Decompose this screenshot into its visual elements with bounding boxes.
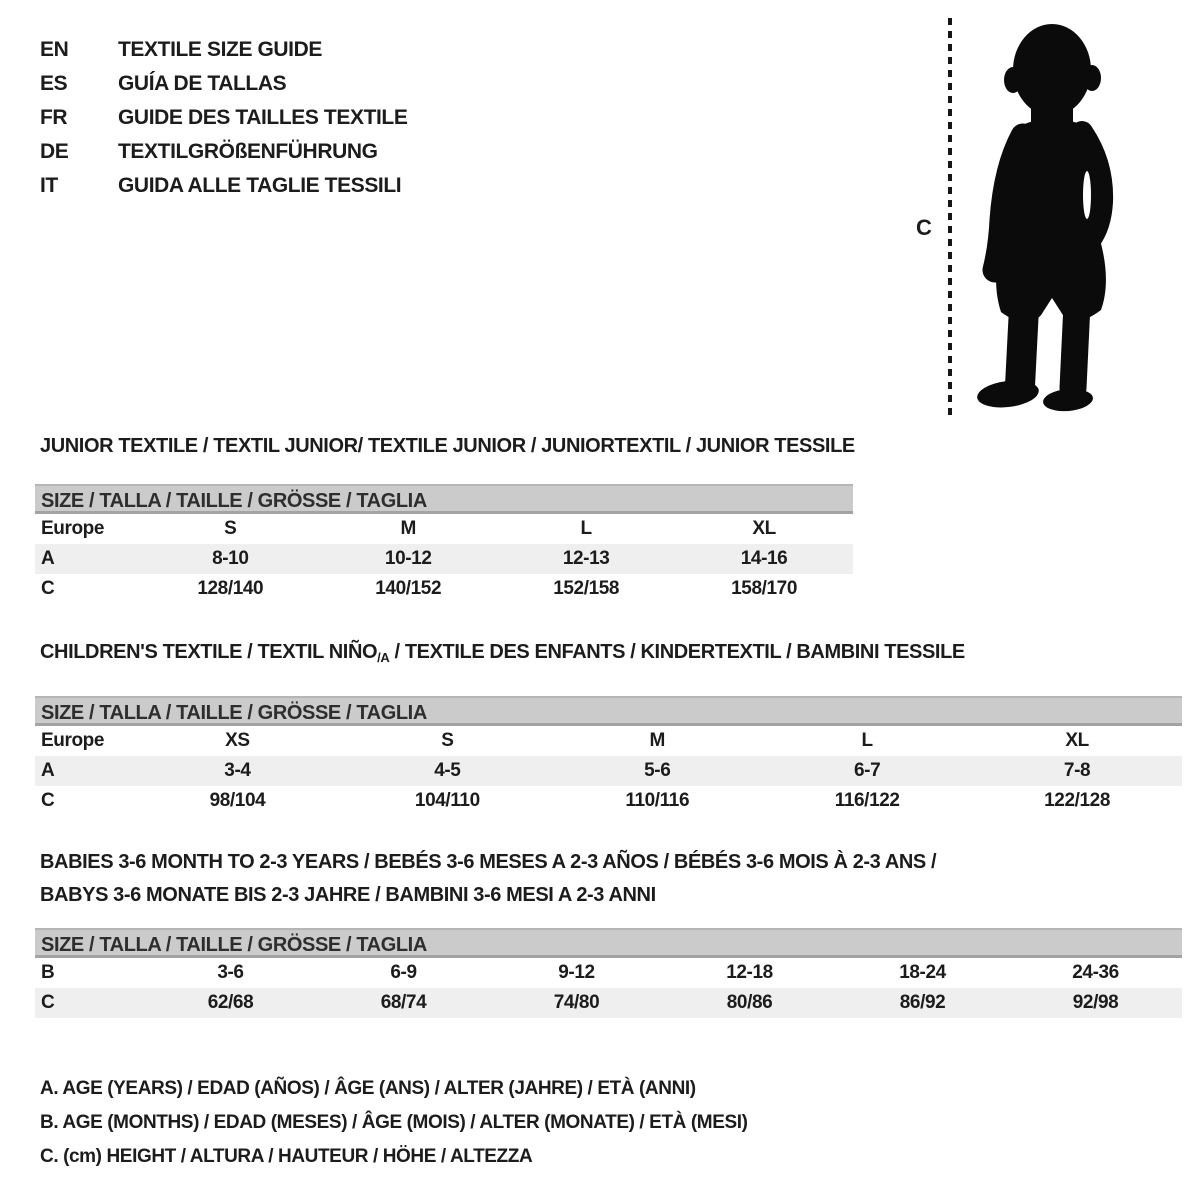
legend-line-a: A. AGE (YEARS) / EDAD (AÑOS) / ÂGE (ANS) / ALTER (JAHRE) / ETÀ (ANNI) xyxy=(40,1078,696,1099)
table-cell: L xyxy=(861,730,873,751)
table-cell: 128/140 xyxy=(197,578,264,599)
table-cell: 4-5 xyxy=(434,760,461,781)
table-row xyxy=(35,756,1182,786)
row-label: C xyxy=(41,790,55,811)
table-cell: 110/116 xyxy=(625,790,690,811)
lang-label: GUIDE DES TAILLES TEXTILE xyxy=(118,106,408,129)
table-cell: 10-12 xyxy=(384,548,432,569)
dashed-height-line xyxy=(948,18,952,418)
section-babies-textile xyxy=(35,846,1182,1018)
table-row xyxy=(35,544,853,574)
toddler-silhouette-icon xyxy=(963,20,1135,418)
legend-line-c: C. (cm) HEIGHT / ALTURA / HAUTEUR / HÖHE / ALTEZZA xyxy=(40,1146,533,1167)
table-cell: 86/92 xyxy=(899,992,946,1013)
lang-code: EN xyxy=(40,38,69,61)
section-title: JUNIOR TEXTILE / TEXTIL JUNIOR/ TEXTILE JUNIOR / JUNIORTEXTIL / JUNIOR TESSILE xyxy=(40,435,855,457)
table-cell: 14-16 xyxy=(740,548,788,569)
table-cell: 6-9 xyxy=(390,962,417,983)
table-row xyxy=(35,958,1182,988)
lang-label: TEXTILGRÖßENFÜHRUNG xyxy=(118,140,378,163)
table-cell: 158/170 xyxy=(731,578,797,599)
lang-label: TEXTILE SIZE GUIDE xyxy=(118,38,322,61)
row-label: C xyxy=(41,992,55,1013)
table-cell: XS xyxy=(225,730,250,751)
section-junior-textile xyxy=(35,434,853,604)
table-row xyxy=(35,514,853,544)
table-cell: 98/104 xyxy=(209,790,266,811)
table-cell: 104/110 xyxy=(414,790,480,811)
language-row-it xyxy=(40,169,407,203)
lang-label: GUÍA DE TALLAS xyxy=(118,72,287,95)
table-cell: 74/80 xyxy=(553,992,600,1013)
table-cell: 5-6 xyxy=(644,760,671,781)
height-marker-label: C xyxy=(916,215,932,240)
table-row xyxy=(35,786,1182,816)
size-header-bar: SIZE / TALLA / TAILLE / GRÖSSE / TAGLIA xyxy=(35,484,853,514)
lang-code: FR xyxy=(40,106,68,129)
table-cell: 12-18 xyxy=(726,962,773,983)
language-list xyxy=(40,33,407,203)
table-cell: 12-13 xyxy=(562,548,610,569)
table-cell: S xyxy=(224,518,237,539)
row-label: A xyxy=(41,760,55,781)
section-title-line2: BABYS 3-6 MONATE BIS 2-3 JAHRE / BAMBINI 3-6 MESI A 2-3 ANNI xyxy=(40,884,656,906)
lang-label: GUIDA ALLE TAGLIE TESSILI xyxy=(118,174,402,197)
table-cell: M xyxy=(400,518,416,539)
row-label: B xyxy=(41,962,55,983)
table-cell: 140/152 xyxy=(375,578,442,599)
table-row xyxy=(35,726,1182,756)
table-cell: 6-7 xyxy=(854,760,881,781)
table-cell: 122/128 xyxy=(1044,790,1110,811)
language-row-fr xyxy=(40,101,407,135)
size-header-bar: SIZE / TALLA / TAILLE / GRÖSSE / TAGLIA xyxy=(35,928,1182,958)
row-label: C xyxy=(41,578,55,599)
lang-code: ES xyxy=(40,72,68,95)
language-row-es xyxy=(40,67,407,101)
language-row-de xyxy=(40,135,407,169)
lang-code: IT xyxy=(40,174,58,197)
table-cell: XL xyxy=(752,518,776,539)
table-cell: L xyxy=(580,518,592,539)
table-cell: 92/98 xyxy=(1072,992,1119,1013)
table-cell: 24-36 xyxy=(1072,962,1119,983)
table-cell: 9-12 xyxy=(558,962,595,983)
row-label: A xyxy=(41,548,55,569)
section-title-sub: /A xyxy=(377,650,390,665)
table-cell: S xyxy=(441,730,454,751)
lang-code: DE xyxy=(40,140,69,163)
section-title xyxy=(35,640,1182,670)
language-row-en xyxy=(40,33,407,67)
legend-line-b: B. AGE (MONTHS) / EDAD (MESES) / ÂGE (MOIS) / ALTER (MONATE) / ETÀ (MESI) xyxy=(40,1112,748,1133)
table-cell: 68/74 xyxy=(380,992,427,1013)
section-title-line1: BABIES 3-6 MONTH TO 2-3 YEARS / BEBÉS 3-6 MESES A 2-3 AÑOS / BÉBÉS 3-6 MOIS À 2-3 ANS / xyxy=(40,851,937,873)
size-header-bar: SIZE / TALLA / TAILLE / GRÖSSE / TAGLIA xyxy=(35,696,1182,726)
table-cell: 80/86 xyxy=(726,992,773,1013)
row-label: Europe xyxy=(41,730,105,751)
table-cell: 62/68 xyxy=(207,992,254,1013)
legend xyxy=(40,1072,748,1174)
table-row xyxy=(35,988,1182,1018)
row-label: Europe xyxy=(41,518,105,539)
table-cell: 8-10 xyxy=(212,548,249,569)
table-cell: 3-6 xyxy=(217,962,244,983)
section-childrens-textile xyxy=(35,640,1182,816)
table-cell: M xyxy=(649,730,665,751)
table-row xyxy=(35,574,853,604)
table-cell: 18-24 xyxy=(899,962,946,983)
table-cell: XL xyxy=(1065,730,1089,751)
height-measure-figure xyxy=(905,12,1195,428)
section-title-post: / TEXTILE DES ENFANTS / KINDERTEXTIL / BAMBINI TESSILE xyxy=(389,641,965,663)
table-cell: 7-8 xyxy=(1063,760,1091,781)
table-cell: 116/122 xyxy=(834,790,900,811)
table-cell: 152/158 xyxy=(553,578,620,599)
table-cell: 3-4 xyxy=(224,760,251,781)
section-title-pre: CHILDREN'S TEXTILE / TEXTIL NIÑO xyxy=(40,641,378,663)
